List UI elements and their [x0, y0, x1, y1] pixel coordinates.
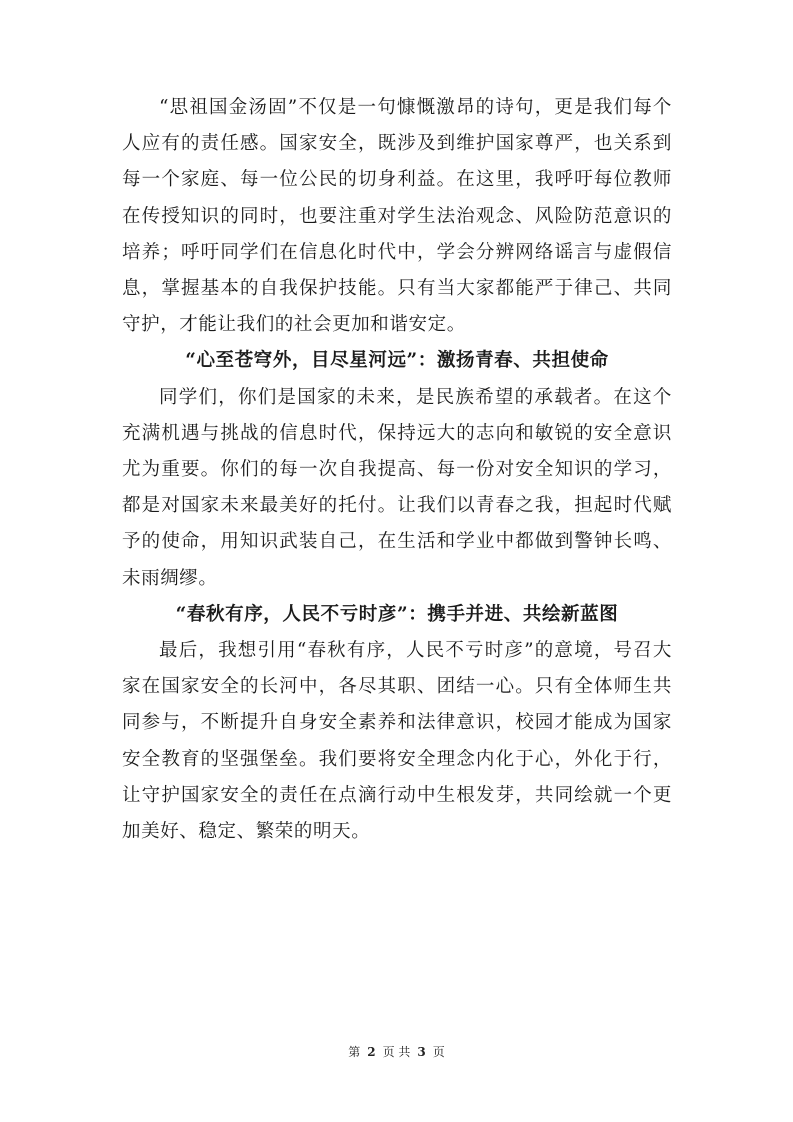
footer-middle: 页 共 — [382, 1045, 411, 1059]
footer-suffix: 页 — [432, 1045, 445, 1059]
paragraph-responsibility: “思祖国金汤固”不仅是一句慷慨激昂的诗句，更是我们每个人应有的责任感。国家安全，既涉及到维护国家尊严，也关系到每一个家庭、每一位公民的切身利益。在这里，我呼吁每位教师在传授知识的同时，也要注重对学生法治观念、风险防范意识的培养；呼吁同学们在信息化时代中，学会分辨网络谣言与虚假信息，掌握基本的自我保护技能。只有当大家都能严于律己、共同守护，才能让我们的社会更加和谐安定。 — [122, 97, 672, 336]
section-heading-youth-mission: “心至苍穹外，目尽星河远”：激扬青春、共担使命 — [185, 350, 609, 372]
section-heading-new-blueprint: “春秋有序，人民不亏时彦”：携手并进、共绘新蓝图 — [175, 603, 619, 625]
footer-page-number: 2 — [367, 1045, 376, 1059]
footer-total-pages: 3 — [417, 1045, 426, 1059]
page-footer — [0, 1043, 793, 1060]
document-body — [122, 90, 672, 850]
paragraph-students: 同学们，你们是国家的未来，是民族希望的承载者。在这个充满机遇与挑战的信息时代，保持远大的志向和敏锐的安全意识尤为重要。你们的每一次自我提高、每一份对安全知识的学习，都是对国家未来最美好的托付。让我们以青春之我，担起时代赋予的使命，用知识武装自己，在生活和学业中都做到警钟长鸣、未雨绸缪。 — [122, 386, 672, 589]
paragraph-conclusion: 最后，我想引用“春秋有序，人民不亏时彦”的意境，号召大家在国家安全的长河中，各尽其职、团结一心。只有全体师生共同参与，不断提升自身安全素养和法律意识，校园才能成为国家安全教育的坚强堡垒。我们要将安全理念内化于心，外化于行，让守护国家安全的责任在点滴行动中生根发芽，共同绘就一个更加美好、稳定、繁荣的明天。 — [122, 640, 672, 843]
footer-prefix: 第 — [348, 1045, 361, 1059]
